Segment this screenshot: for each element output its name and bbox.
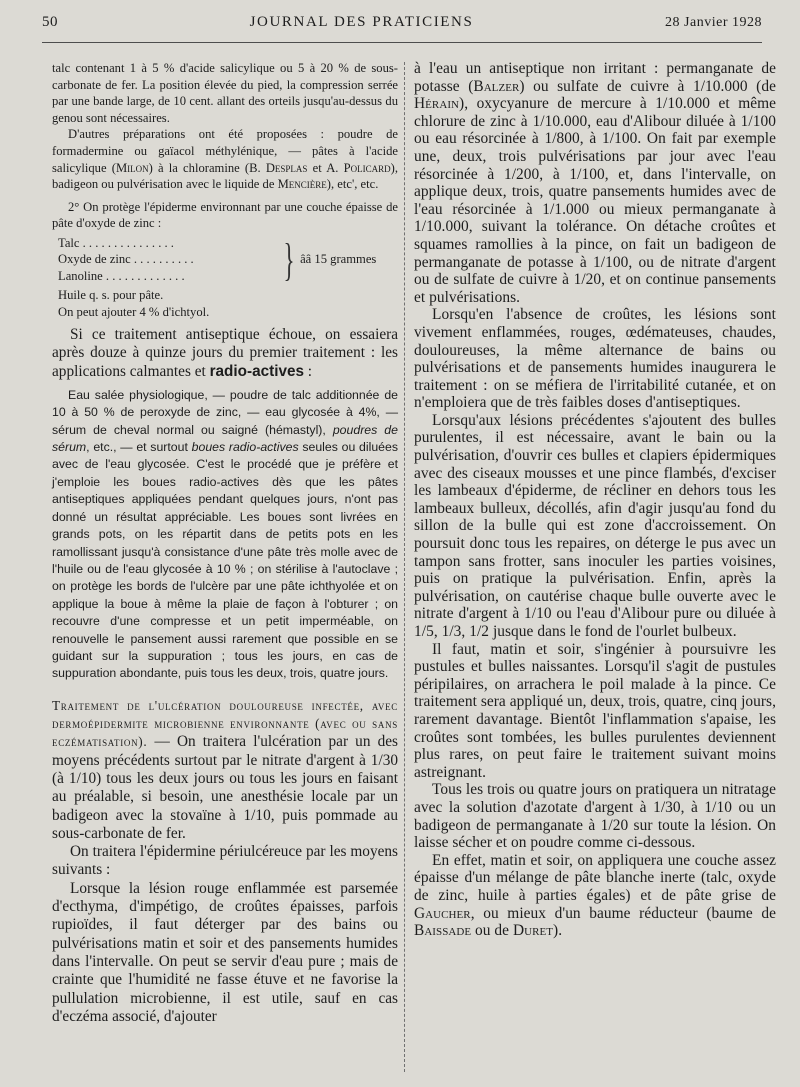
right-column (414, 60, 776, 940)
journal-title: JOURNAL DES PRATICIENS (249, 14, 474, 30)
section: Traitement de l'ulcération douloureuse infectée, avec dermoépidermite microbienne environnante (avec ou sans eczématisation). — On traitera l'ulcération par un des moyens précédents surtout par le nitrate d'argent à 1/30 (à 1/10) tous les deux jours ou tous les jours en faisant au préalable, si besoin, une anesthésie locale par un badigeon avec la stovaïne à 1/10, puis pommade au sous-carbonate de fer. (52, 697, 398, 842)
brace: } (283, 233, 295, 285)
issue-date: 28 Janvier 1928 (665, 15, 762, 30)
paragraph: Si ce traitement antiseptique échoue, on essaiera après douze à quinze jours du premier traitement : les applications calmantes et radio-actives : (52, 325, 398, 380)
paragraph: Lorsque la lésion rouge enflammée est parsemée d'ecthyma, d'impétigo, de croûtes épaisses, parfois rupioïdes, il faut déterger par des bains ou pulvérisations matin et soir et des pansements humides dans l'intervalle. On peut se servir d'eau pure ; mais de crainte que l'humidité ne fasse étuve et ne favorise la pullulation microbienne, il est utile, sauf en cas d'eczéma associé, d'ajouter (52, 879, 398, 1025)
formula-line: Oxyde de zinc . . . . . . . . . . (58, 252, 194, 267)
paragraph: On traitera l'épidermine périulcéreuce par les moyens suivants : (52, 843, 398, 879)
paragraph: talc contenant 1 à 5 % d'acide salicylique ou 5 à 20 % de sous-carbonate de fer. La position élevée du pied, la compression serrée par une bande large, de 10 cent. allant des orteils jusqu'au-dessus du genou sont nécessaires. (52, 61, 398, 125)
paragraph: 2° On protège l'épiderme environnant par une couche épaisse de pâte d'oxyde de zinc : (52, 199, 398, 231)
formula-line: Talc . . . . . . . . . . . . . . . (58, 235, 174, 250)
left-column (52, 60, 398, 1026)
paragraph: Lorsqu'aux lésions précédentes s'ajoutent des bulles purulentes, il est nécessaire, avant le bain ou la pulvérisation, d'ouvrir ces bulles et clapiers épidermiques avec des ciseaux mousses et une pince flambés, d'exciser les lambeaux d'épiderme, de récliner en dehors tous les lambeaux bulleux, décollés, afin d'agir jusqu'au fond du sillon de la bulle qui est zone d'accroissement. On poursuit donc tous les repaires, on déterge le pus avec un tampon sans frotter, sans inoculer les parties voisines, puis on pratique la pulvérisation. Enfin, après la pulvérisation, on cautérise chaque bulle ouverte avec le nitrate d'argent à 1/10 ou l'eau d'Alibour pure ou diluée à 1/5, 1/3, 1/2 jusque dans le fond de l'ourlet bulbeux. (414, 411, 776, 640)
page-header (42, 14, 762, 43)
page-number: 50 (42, 14, 58, 30)
paragraph: En effet, matin et soir, on appliquera une couche assez épaisse d'un mélange de pâte blanche inerte (talc, oxyde de zinc, huile à parties égales) et de pâte grise de Gaucher, ou mieux d'un baume réducteur (baume de Baissade ou de Duret). (414, 851, 776, 940)
paragraph: Tous les trois ou quatre jours on pratiquera un nitratage avec la solution d'azotate d'argent à 1/30, à 1/10 ou un badigeon de permanganate à 1/20 sur toute la lésion. On laisse sécher et on poudre comme ci-dessous. (414, 781, 776, 852)
column-divider (404, 62, 405, 1072)
formula-note: Huile q. s. pour pâte. (58, 288, 164, 303)
paragraph: Il faut, matin et soir, s'ingénier à poursuivre les pustules et bulles naissantes. Lorsqu'il s'agit de pustules péripilaires, on arrachera le poil malade à la pince. Ce traitement sera appliqué un, deux, trois, quatre, cinq jours, rarement davantage. Bientôt l'inflammation s'apaise, les croûtes sont tombées, les bulles purulentes deviennent plus rares, on peut faire le traitement suivant moins astreignant. (414, 640, 776, 781)
formula-line: Lanoline . . . . . . . . . . . . . (58, 268, 185, 283)
section-heading: Traitement de l'ulcération douloureuse infectée, avec dermoépidermite microbienne environnante (avec ou sans eczématisation). (52, 697, 398, 750)
paragraph: à l'eau un antiseptique non irritant : permanganate de potasse (Balzer) ou sulfate de cuivre à 1/10.000 (de Hérain), oxycyanure de mercure à 1/10.000 et même chlorure de zinc à 1/10.000, eau d'Alibour diluée à 1/100 ou eau résorcinée à 1/800, à 1/100. On fait par exemple une, deux, trois pulvérisations par jour avec l'eau résorcinée à 1/200, à 1/100, et, dans l'intervalle, on applique deux, trois, quatre pansements humides avec de l'eau résorcinée à 1/1.000 ou mieux permanganate à 1/10.000, suivant la tolérance. On détache croûtes et squames ramollies à la pince, on fait un badigeon de permanganate de potasse à 1/100, ou de nitrate d'argent ou de sulfate de cuivre à 1/20, et on continue pansements et pulvérisations. (414, 60, 776, 306)
formula-note: On peut ajouter 4 % d'ichtyol. (58, 304, 210, 319)
paragraph: D'autres préparations ont été proposées : poudre de formadermine ou gaïacol méthylénique, — pâtes à l'acide salicylique (Milon) à la chloramine (B. Desplas et A. Policard), badigeon ou pulvérisation avec le liquide de Mencière), etc', etc. (52, 127, 398, 192)
formula-amount: ââ 15 grammes (300, 252, 377, 267)
prescription-formula (58, 235, 398, 284)
paragraph: Lorsqu'en l'absence de croûtes, les lésions sont vivement enflammées, rouges, œdémateuses, chaudes, douloureuses, la même alternance de bains ou pulvérisations et de pansements humides inaugurera le traitement : on se méfiera de l'irritabilité cutanée, et on n'emploiera que de très faibles doses d'antiseptiques. (414, 306, 776, 412)
paragraph: Eau salée physiologique, — poudre de talc additionnée de 10 à 50 % de peroxyde de zinc, — eau glycosée à 4%, — sérum de cheval normal ou saigné (hémastyl), poudres de sérum, etc., — et surtout boues radio-actives seules ou diluées avec de l'eau glycosée. C'est le procédé que je préfère et j'emploie les boues radio-actives dès que les pâtes antiseptiques appliquées pendant quelques jours, n'ont pas donné un résultat appréciable. Les boues sont livrées en grands pots, on les répartit dans de petits pots en les ramollissant jusqu'à consistance d'une pâte très molle avec de l'huile ou de l'eau glycosée à 10 % ; on stérilise à l'autoclave ; on protège les bords de l'ulcère par une pâte ichthyolée et on applique la boue à même la plaie de façon à l'obturer ; on recouvre d'une compresse et un petit imperméable, on renouvelle le pansement aussi rarement que possible en se guidant sur la suppuration ; tous les jours, en cas de suppuration abondante, puis tous les deux, trois, quatre jours. (52, 387, 398, 681)
